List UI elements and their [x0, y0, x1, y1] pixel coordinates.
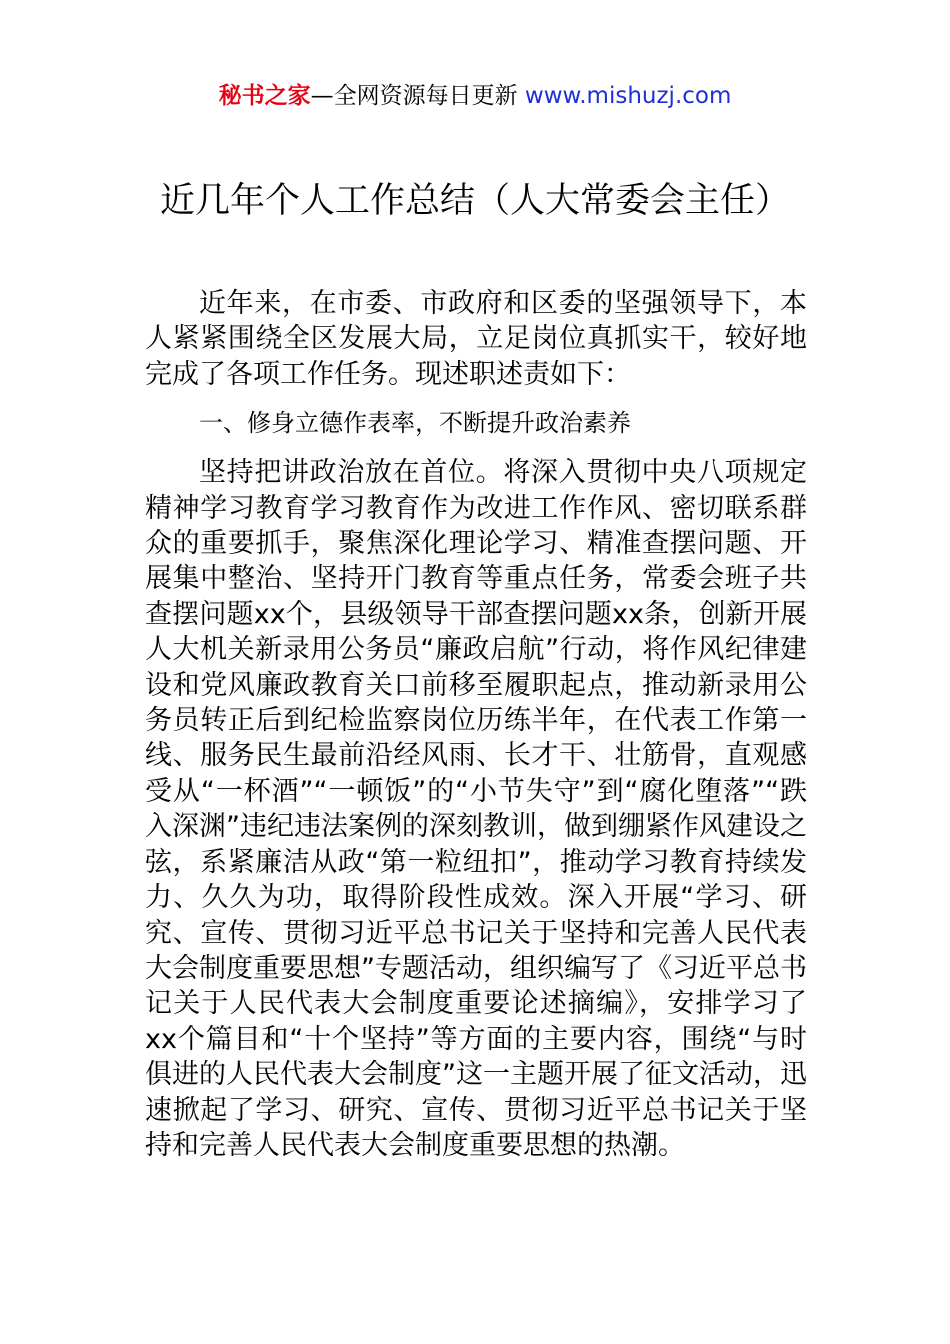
brand-name: 秘书之家 [218, 83, 311, 109]
banner-slogan: —全网资源每日更新 [310, 83, 525, 109]
intro-paragraph: 近年来，在市委、市政府和区委的坚强领导下，本人紧紧围绕全区发展大局，立足岗位真抓实干，较好地完成了各项工作任务。现述职述责如下： [145, 288, 807, 390]
site-banner [0, 80, 950, 112]
document-title: 近几年个人工作总结（人大常委会主任） [159, 181, 790, 221]
site-url-link[interactable]: www.mishuzj.com [524, 83, 732, 109]
section-heading: 一、修身立德作表率，不断提升政治素养 [199, 409, 631, 438]
document-body [145, 286, 807, 1163]
body-paragraph: 坚持把讲政治放在首位。将深入贯彻中央八项规定精神学习教育学习教育作为改进工作作风、密切联系群众的重要抓手，聚焦深化理论学习、精准查摆问题、开展集中整治、坚持开门教育等重点任务，常委会班子共查摆问题xx个，县级领导干部查摆问题xx条，创新开展人大机关新录用公务员“廉政启航”行动，将作风纪律建设和党风廉政教育关口前移至履职起点，推动新录用公务员转正后到纪检监察岗位历练半年，在代表工作第一线、服务民生最前沿经风雨、长才干、壮筋骨，直观感受从“一杯酒”“一顿饭”的“小节失守”到“腐化堕落”“跌入深渊”违纪违法案例的深刻教训，做到绷紧作风建设之弦，系紧廉洁从政“第一粒纽扣”，推动学习教育持续发力、久久为功，取得阶段性成效。深入开展“学习、研究、宣传、贯彻习近平总书记关于坚持和完善人民代表大会制度重要思想”专题活动，组织编写了《习近平总书记关于人民代表大会制度重要论述摘编》，安排学习了xx个篇目和“十个坚持”等方面的主要内容，围绕“与时俱进的人民代表大会制度”这一主题开展了征文活动，迅速掀起了学习、研究、宣传、贯彻习近平总书记关于坚持和完善人民代表大会制度重要思想的热潮。 [145, 457, 807, 1161]
